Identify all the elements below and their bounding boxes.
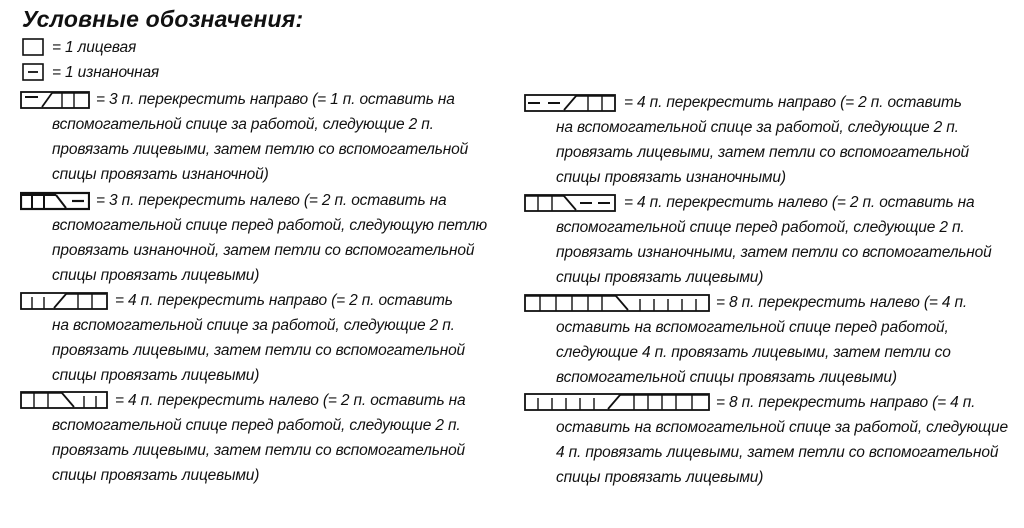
legend-purl-label: = 1 изнаночная	[52, 64, 160, 81]
legend-cable-right-2-line: вспомогательной спице перед работой, следующие 2 п.	[556, 219, 965, 236]
legend-cable-right-3-line: = 8 п. перекрестить налево (= 4 п.	[716, 294, 968, 311]
legend-cable-right-2-line: = 4 п. перекрестить налево (= 2 п. оставить на	[624, 194, 975, 211]
legend-cable-right-2-line: провязать изнаночными, затем петли со вспомогательной	[556, 244, 992, 261]
cable-3-right-purl-symbol	[20, 90, 90, 110]
legend-cable-right-4-line: = 8 п. перекрестить направо (= 4 п.	[716, 394, 976, 411]
legend-cable-right-4-line: спицы провязать лицевыми)	[556, 469, 764, 486]
legend-cable-left-1-line: = 3 п. перекрестить направо (= 1 п. оставить на	[96, 91, 455, 108]
legend-cable-right-1-line: = 4 п. перекрестить направо (= 2 п. оставить	[624, 94, 962, 111]
legend-cable-right-4-line: оставить на вспомогательной спице за работой, следующие	[556, 419, 1008, 436]
legend-cable-left-4-line: = 4 п. перекрестить налево (= 2 п. оставить на	[115, 392, 466, 409]
cable-4-right-purl-symbol	[524, 93, 616, 113]
legend-cable-left-4-line: спицы провязать лицевыми)	[52, 467, 260, 484]
legend-cable-left-4-line: провязать лицевыми, затем петли со вспомогательной	[52, 442, 466, 459]
legend-cable-left-2-line: спицы провязать лицевыми)	[52, 267, 260, 284]
cable-8-left-symbol	[524, 293, 710, 313]
legend-cable-left-2-line: вспомогательной спице перед работой, следующую петлю	[52, 217, 488, 234]
page-title: Условные обозначения:	[22, 6, 304, 32]
legend-cable-right-1-line: провязать лицевыми, затем петли со вспомогательной	[556, 144, 970, 161]
legend-cable-left-1-line: вспомогательной спице за работой, следующие 2 п.	[52, 116, 434, 133]
legend-cable-left-2-line: провязать изнаночной, затем петли со вспомогательной	[52, 242, 475, 259]
legend-cable-left-3-line: = 4 п. перекрестить направо (= 2 п. оставить	[115, 292, 453, 309]
legend-cable-right-2-line: спицы провязать лицевыми)	[556, 269, 764, 286]
legend-knit-label: = 1 лицевая	[52, 39, 137, 56]
legend-cable-left-4-line: вспомогательной спице перед работой, следующие 2 п.	[52, 417, 461, 434]
legend-cable-right-3-line: следующие 4 п. провязать лицевыми, затем петли со	[556, 344, 951, 361]
knit-stitch-symbol	[22, 38, 44, 56]
legend-cable-right-1-line: спицы провязать изнаночными)	[556, 169, 786, 186]
legend-cable-right-4-line: 4 п. провязать лицевыми, затем петли со вспомогательной	[556, 444, 999, 461]
legend-cable-right-3-line: вспомогательной спицы провязать лицевыми)	[556, 369, 897, 386]
legend-cable-left-3-line: на вспомогательной спице за работой, следующие 2 п.	[52, 317, 455, 334]
legend-cable-right-3-line: оставить на вспомогательной спице перед работой,	[556, 319, 949, 336]
purl-stitch-symbol	[22, 63, 44, 81]
legend-cable-left-1-line: провязать лицевыми, затем петлю со вспомогательной	[52, 141, 469, 158]
cable-4-left-symbol	[20, 390, 108, 410]
cable-8-right-symbol	[524, 392, 710, 412]
legend-cable-left-3-line: спицы провязать лицевыми)	[52, 367, 260, 384]
cable-4-right-symbol	[20, 291, 108, 311]
legend-cable-left-3-line: провязать лицевыми, затем петли со вспомогательной	[52, 342, 466, 359]
legend-cable-left-1-line: спицы провязать изнаночной)	[52, 166, 269, 183]
cable-3-left-purl-symbol	[20, 191, 90, 211]
legend-cable-left-2-line: = 3 п. перекрестить налево (= 2 п. оставить на	[96, 192, 447, 209]
legend-cable-right-1-line: на вспомогательной спице за работой, следующие 2 п.	[556, 119, 959, 136]
cable-4-left-purl-symbol	[524, 193, 616, 213]
